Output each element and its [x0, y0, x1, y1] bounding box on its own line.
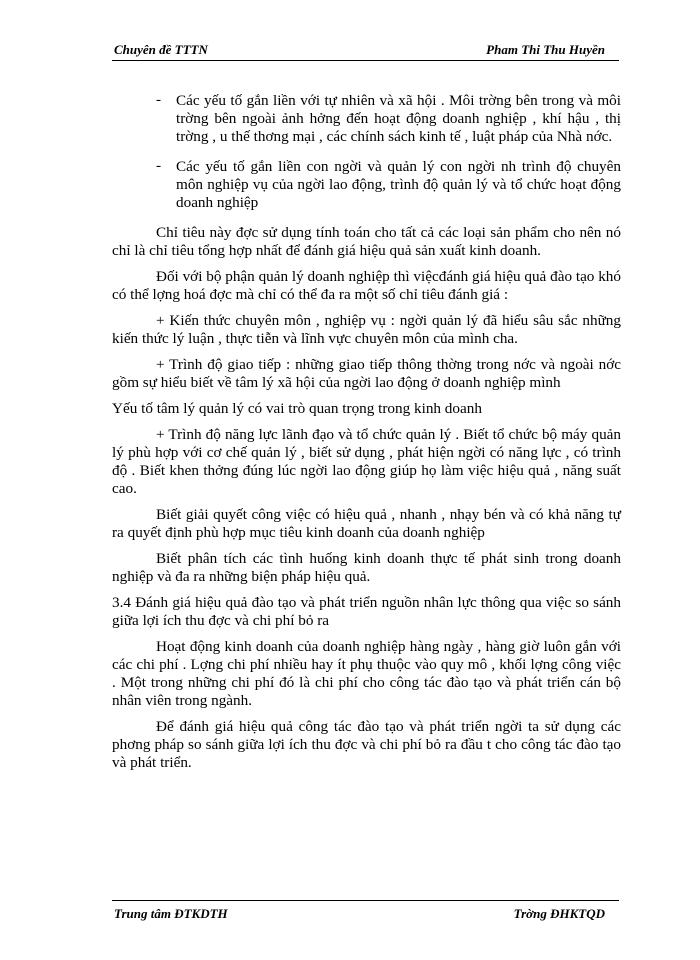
paragraph: Đối với bộ phận quản lý doanh nghiệp thì việcđánh giá hiệu quả đào tạo khó có thể lợng hoá đợc mà chỉ có thể đa ra một số chỉ tiêu đánh giá : [112, 268, 621, 303]
bullet-marker: - [156, 91, 162, 108]
paragraph: Hoạt động kinh doanh của doanh nghiệp hàng ngày , hàng giờ luôn gắn với các chi phí . Lợng chi phí nhiều hay ít phụ thuộc vào quy mô , khối lợng công việc . Một trong những chi phí đó là chi phí cho công tác đào tạo và phát triển cán bộ nhân viên trong ngành. [112, 638, 621, 709]
bullet-text: Các yếu tố gắn liền với tự nhiên và xã hội . Môi trờng bên trong và môi trờng bên ngoài ảnh hởng đến hoạt động doanh nghiệp , khí hậu , thị trờng , u thế thơng mại , các chính sách kinh tế , luật pháp của Nhà nớc. [176, 92, 621, 145]
paragraph: Chỉ tiêu này đợc sử dụng tính toán cho tất cả các loại sản phẩm cho nên nó chỉ là chỉ tiêu tổng hợp nhất để đánh giá hiệu quả sản xuất kinh doanh. [112, 224, 621, 259]
bullet-marker: - [156, 157, 162, 174]
document-body [112, 92, 621, 780]
page-header [112, 40, 619, 61]
bullet-item [112, 158, 621, 212]
header-right-text: Pham Thi Thu Huyền [486, 42, 605, 57]
bullet-item [112, 92, 621, 146]
paragraph: Yếu tố tâm lý quản lý có vai trò quan trọng trong kinh doanh [112, 400, 482, 417]
page-footer [112, 900, 619, 925]
footer-left-text: Trung tâm ĐTKDTH [114, 906, 228, 921]
footer-right-text: Trờng ĐHKTQD [513, 906, 605, 921]
header-left-text: Chuyên đề TTTN [114, 42, 208, 57]
section-heading: 3.4 Đánh giá hiệu quả đào tạo và phát triển nguồn nhân lực thông qua việc so sánh giữa lợi ích thu đợc và chi phí bỏ ra [112, 594, 621, 629]
paragraph: Biết giải quyết công việc có hiệu quả , nhanh , nhạy bén và có khả năng tự ra quyết định phù hợp mục tiêu kinh doanh của doanh nghiệp [112, 506, 621, 541]
paragraph: Biết phân tích các tình huống kinh doanh thực tế phát sinh trong doanh nghiệp và đa ra những biện pháp hiệu quả. [112, 550, 621, 585]
paragraph: + Kiến thức chuyên môn , nghiệp vụ : ngời quản lý đã hiểu sâu sắc những kiến thức lý luận , thực tiễn và lĩnh vực chuyên môn của mình cha. [112, 312, 621, 347]
paragraph: + Trình độ năng lực lãnh đạo và tổ chức quản lý . Biết tổ chức bộ máy quản lý phù hợp với cơ chế quản lý , biết sử dụng , phát hiện ngời có năng lực , có trình độ . Biết khen thởng đúng lúc ngời lao động giúp họ làm việc hiệu quả , năng suất cao. [112, 426, 621, 497]
paragraph: + Trình độ giao tiếp : những giao tiếp thông thờng trong nớc và ngoài nớc gồm sự hiểu biết về tâm lý xã hội của ngời lao động ở doanh nghiệp mình [112, 356, 621, 391]
bullet-text: Các yếu tố gắn liền con ngời và quản lý con ngời nh trình độ chuyên môn nghiệp vụ của ngời lao động, trình độ quản lý và tổ chức hoạt động doanh nghiệp [176, 158, 621, 211]
paragraph: Để đánh giá hiệu quả công tác đào tạo và phát triển ngời ta sử dụng các phơng pháp so sánh giữa lợi ích thu đợc và chi phí bỏ ra đầu t cho công tác đào tạo và phát triển. [112, 718, 621, 771]
